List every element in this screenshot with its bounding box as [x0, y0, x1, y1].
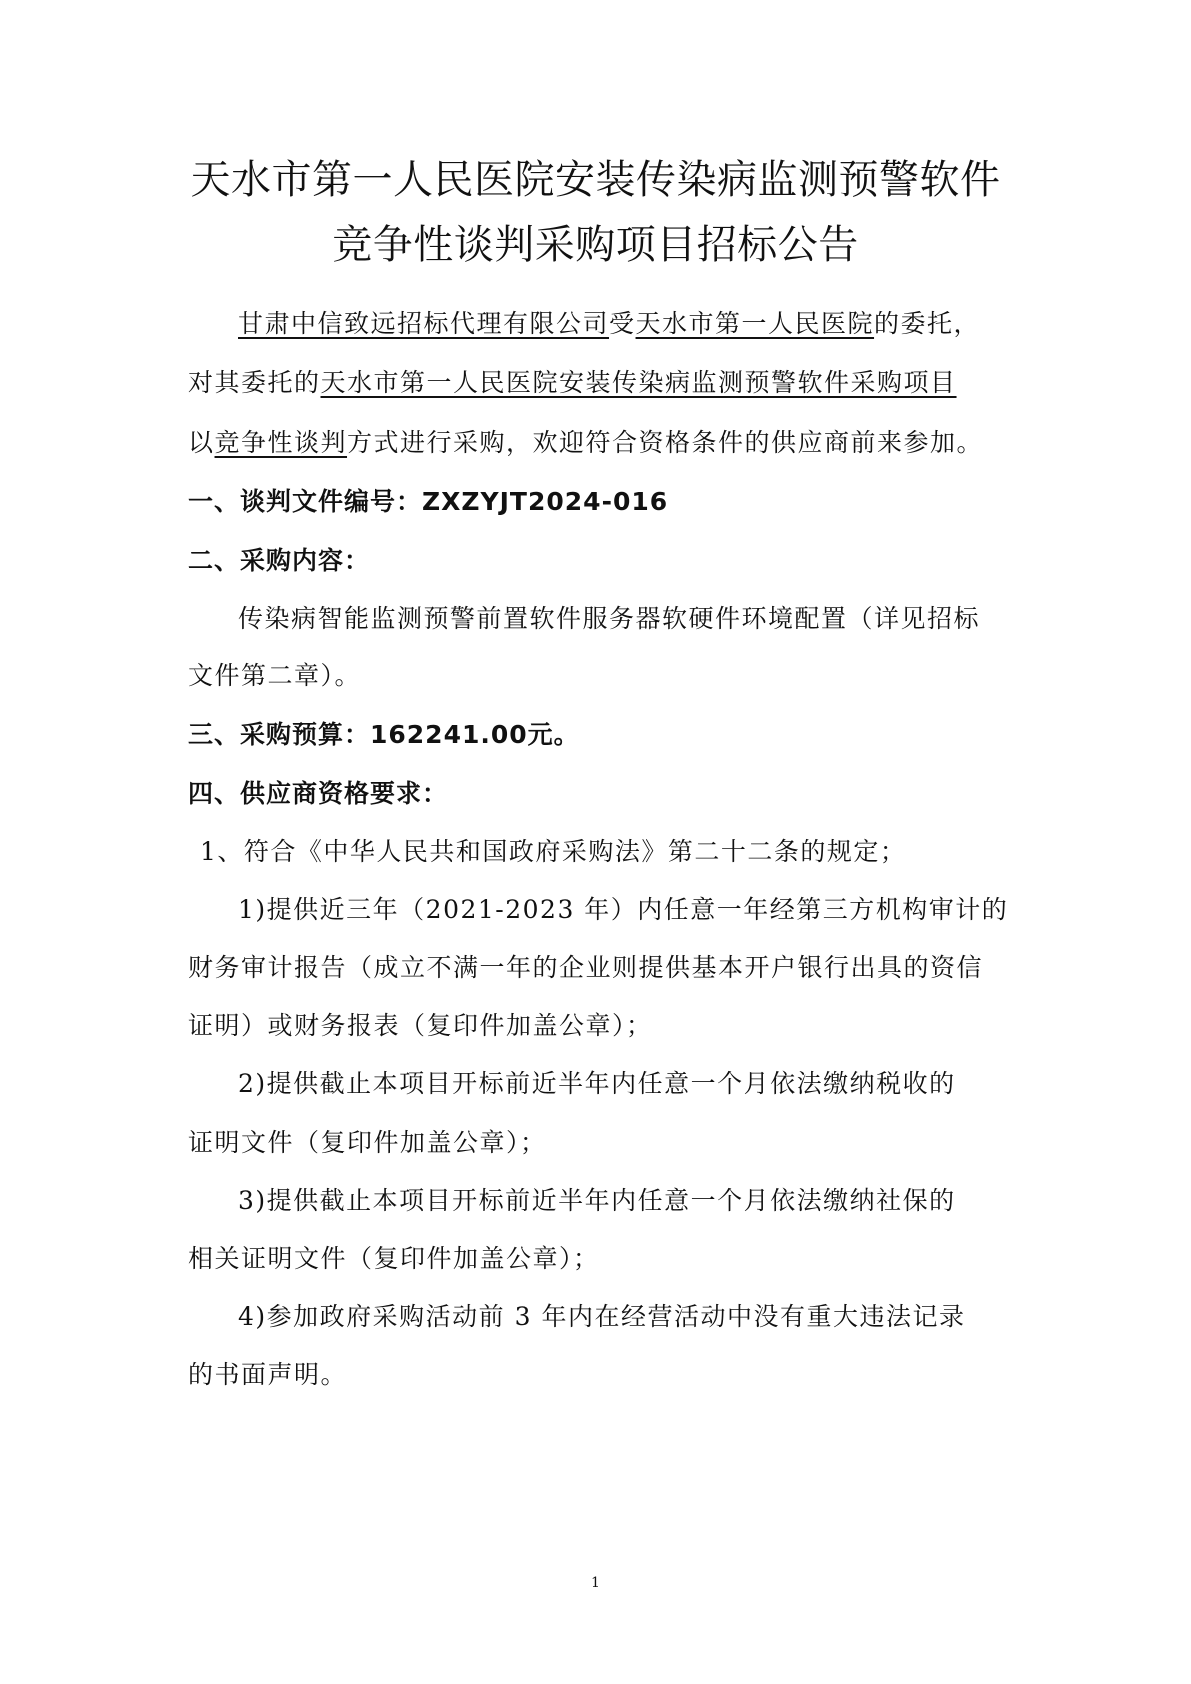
section-1-heading: 一、谈判文件编号：ZXZYJT2024-016 [188, 487, 669, 516]
section-4-heading: 四、供应商资格要求： [188, 779, 449, 808]
project-name: 天水市第一人民医院安装传染病监测预警软件采购项目 [320, 368, 957, 397]
title-line-1: 天水市第一人民医院安装传染病监测预警软件 [190, 157, 1001, 203]
requirement-2-line-2: 证明文件（复印件加盖公章）； [188, 1128, 547, 1157]
intro-line-3: 以竞争性谈判方式进行采购，欢迎符合资格条件的供应商前来参加。 [188, 428, 984, 457]
requirement-4-line-1: 4)参加政府采购活动前 3 年内在经营活动中没有重大违法记录 [238, 1302, 966, 1331]
requirement-1-line-2: 财务审计报告（成立不满一年的企业则提供基本开户银行出具的资信 [188, 953, 984, 982]
section-3-heading: 三、采购预算：162241.00元。 [188, 720, 580, 749]
page-number: 1 [591, 1575, 600, 1591]
requirement-1-line-1: 1)提供近三年（2021-2023 年）内任意一年经第三方机构审计的 [238, 895, 1009, 924]
intro-line-2: 对其委托的天水市第一人民医院安装传染病监测预警软件采购项目 [188, 368, 957, 397]
section-2-line-1: 传染病智能监测预警前置软件服务器软硬件环境配置（详见招标 [238, 604, 981, 633]
section-2-heading: 二、采购内容： [188, 546, 371, 575]
requirement-4-line-2: 的书面声明。 [188, 1360, 348, 1389]
requirement-1-line-3: 证明）或财务报表（复印件加盖公章）； [188, 1011, 653, 1040]
hospital-name: 天水市第一人民医院 [635, 309, 875, 338]
intro-line-1: 甘肃中信致远招标代理有限公司受天水市第一人民医院的委托， [238, 309, 981, 338]
agency-name: 甘肃中信致远招标代理有限公司 [238, 309, 610, 338]
requirement-item-1: 1、符合《中华人民共和国政府采购法》第二十二条的规定； [200, 837, 907, 866]
procurement-method: 竞争性谈判 [214, 428, 348, 457]
requirement-3-line-2: 相关证明文件（复印件加盖公章）； [188, 1244, 600, 1273]
requirement-2-line-1: 2)提供截止本项目开标前近半年内任意一个月依法缴纳税收的 [238, 1069, 956, 1098]
title-line-2: 竞争性谈判采购项目招标公告 [332, 222, 859, 268]
requirement-3-line-1: 3)提供截止本项目开标前近半年内任意一个月依法缴纳社保的 [238, 1186, 956, 1215]
section-2-line-2: 文件第二章）。 [188, 661, 362, 690]
